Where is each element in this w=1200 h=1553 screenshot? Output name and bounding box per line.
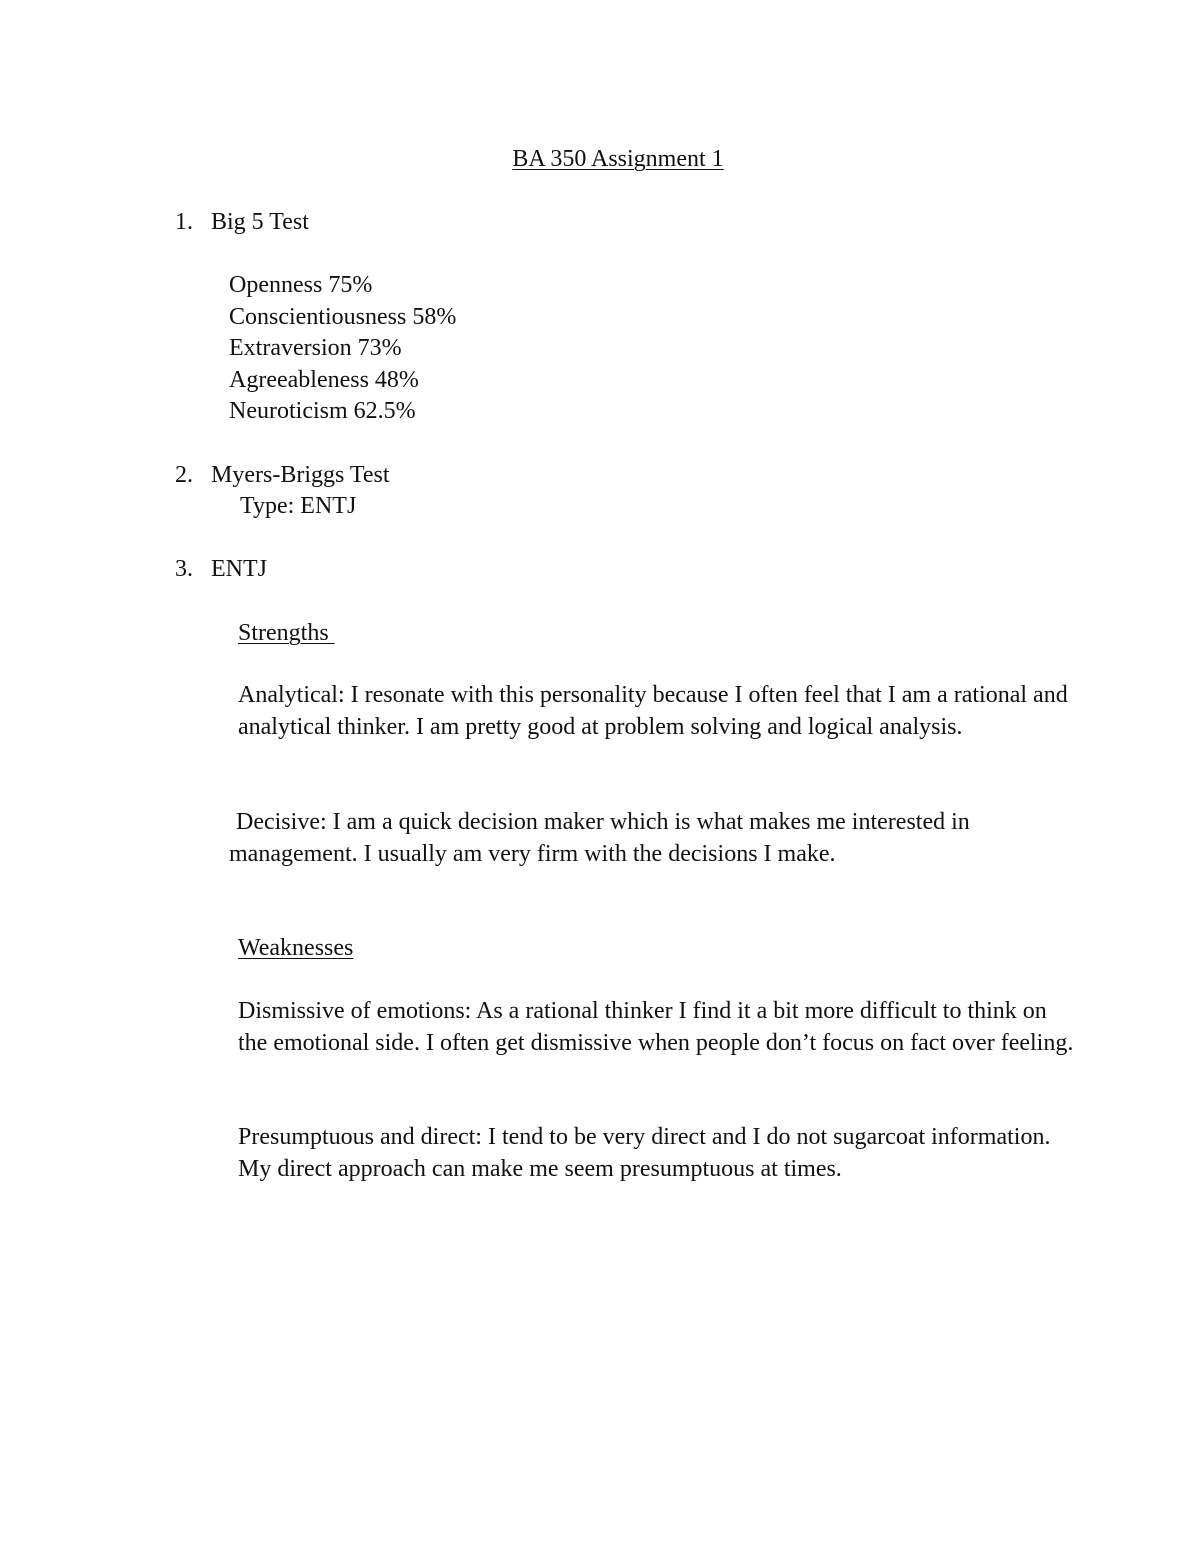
strengths-heading: Strengths bbox=[238, 620, 335, 646]
weakness-dismissive: Dismissive of emotions: As a rational thinker I find it a bit more difficult to think on the emotional side. I often get dismissive when people don’t focus on fact over feeling. bbox=[238, 998, 1074, 1056]
document-title: BA 350 Assignment 1 bbox=[512, 146, 724, 172]
score-extraversion: Extraversion 73% bbox=[229, 335, 402, 361]
section-big5-label: Big 5 Test bbox=[211, 209, 309, 235]
section-myers-briggs-label: Myers-Briggs Test bbox=[211, 462, 390, 488]
weakness-presumptuous: Presumptuous and direct: I tend to be very direct and I do not sugarcoat information. My direct approach can make me seem presumptuous at times. bbox=[238, 1124, 1051, 1182]
score-openness: Openness 75% bbox=[229, 272, 373, 298]
list-number-1: 1. bbox=[175, 209, 193, 235]
list-number-2: 2. bbox=[175, 462, 193, 488]
score-agreeableness: Agreeableness 48% bbox=[229, 367, 419, 393]
score-conscientiousness: Conscientiousness 58% bbox=[229, 304, 457, 330]
score-neuroticism: Neuroticism 62.5% bbox=[229, 398, 416, 424]
strength-analytical: Analytical: I resonate with this personality because I often feel that I am a rational and analytical thinker. I am pretty good at problem solving and logical analysis. bbox=[238, 682, 1068, 740]
weaknesses-heading: Weaknesses bbox=[238, 935, 354, 961]
section-entj-label: ENTJ bbox=[211, 556, 267, 582]
strength-decisive: Decisive: I am a quick decision maker which is what makes me interested in management. I usually am very firm with the decisions I make. bbox=[229, 809, 970, 867]
list-number-3: 3. bbox=[175, 556, 193, 582]
myers-briggs-type: Type: ENTJ bbox=[240, 493, 357, 519]
